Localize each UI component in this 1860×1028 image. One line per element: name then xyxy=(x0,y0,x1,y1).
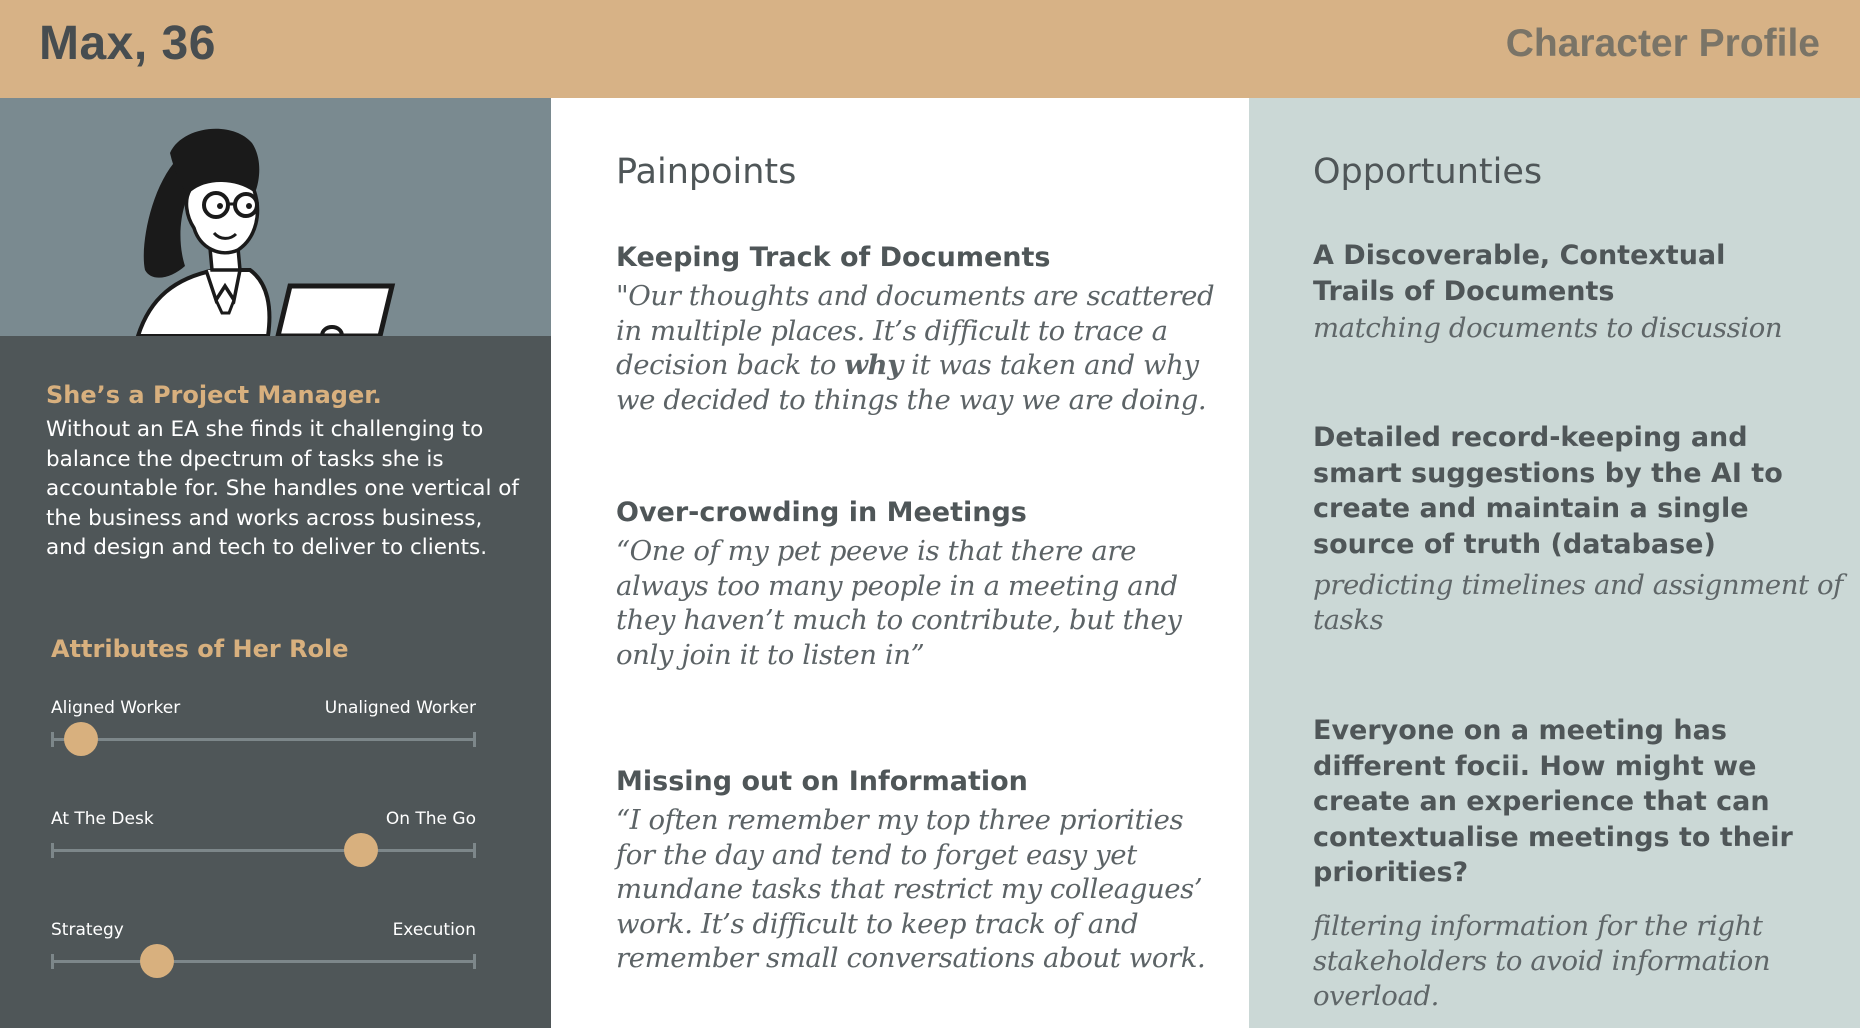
painpoint-title: Missing out on Information xyxy=(616,766,1028,797)
slider-end-tick xyxy=(51,843,54,858)
slider-right-label: On The Go xyxy=(385,809,476,829)
opportunity-item xyxy=(1313,713,1843,1014)
slider-knob[interactable] xyxy=(140,944,174,978)
opportunity-title xyxy=(1313,238,1843,309)
persona-illustration xyxy=(0,98,551,336)
attributes-title: Attributes of Her Role xyxy=(51,635,349,663)
opportunity-item xyxy=(1313,420,1843,638)
page-title: Character Profile xyxy=(1505,22,1820,65)
painpoint-item xyxy=(616,242,1216,417)
opportunity-note: filtering information for the right stakeholders to avoid information overload. xyxy=(1313,909,1771,1012)
opportunity-note: predicting timelines and assignment of tasks xyxy=(1313,569,1843,636)
woman-with-laptop-illustration xyxy=(0,98,551,336)
slider-left-label: Aligned Worker xyxy=(51,698,181,718)
slider-left-label: Strategy xyxy=(51,920,124,940)
slider-knob[interactable] xyxy=(344,833,378,867)
slider-end-tick xyxy=(473,843,476,858)
header-bar xyxy=(0,0,1860,98)
role-title: She’s a Project Manager. xyxy=(46,381,382,409)
painpoint-title: Over-crowding in Meetings xyxy=(616,497,1027,528)
slider-end-tick xyxy=(473,954,476,969)
slider-knob[interactable] xyxy=(64,722,98,756)
opportunity-item xyxy=(1313,238,1843,346)
painpoint-item xyxy=(616,497,1216,672)
attribute-slider[interactable] xyxy=(51,698,476,758)
painpoint-quote: “I often remember my top three priorities for the day and tend to forget easy yet mundane tasks that restrict my colleagues’ work. It’s difficult to keep track of and remember small conversations about work. xyxy=(616,804,1206,974)
slider-left-label: At The Desk xyxy=(51,809,154,829)
attribute-slider[interactable] xyxy=(51,920,476,980)
persona-name: Max, 36 xyxy=(39,17,216,70)
slider-track[interactable] xyxy=(51,738,476,741)
opportunity-title: Everyone on a meeting has different focii. How might we create an experience that can contextualise meetings to their priorities? xyxy=(1313,715,1793,888)
slider-track[interactable] xyxy=(51,849,476,852)
quote-text: it was taken and why we decided to things the way we are doing. xyxy=(616,349,1207,416)
opportunities-heading: Opportunties xyxy=(1313,152,1543,192)
persona-summary xyxy=(46,381,526,563)
opportunities-panel xyxy=(1249,98,1860,1028)
painpoints-panel xyxy=(551,98,1249,1028)
painpoint-quote xyxy=(616,279,1216,417)
quote-text: "Our thoughts and documents are scattered in multiple places. It’s difficult to trace a decision back to xyxy=(616,280,1215,381)
quote-emphasis: why xyxy=(844,349,903,381)
attribute-slider[interactable] xyxy=(51,809,476,869)
opportunity-note: matching documents to discussion xyxy=(1313,312,1783,344)
slider-right-label: Unaligned Worker xyxy=(324,698,476,718)
slider-end-tick xyxy=(473,732,476,747)
slider-end-tick xyxy=(51,732,54,747)
painpoint-quote: “One of my pet peeve is that there are always too many people in a meeting and they haven’t much to contribute, but they only join it to listen in” xyxy=(616,535,1182,671)
painpoint-item xyxy=(616,766,1216,976)
opportunity-title-line: A Discoverable, Contextual xyxy=(1313,240,1726,271)
slider-end-tick xyxy=(51,954,54,969)
opportunity-title-line: Trails of Documents xyxy=(1313,275,1615,307)
painpoint-title: Keeping Track of Documents xyxy=(616,242,1051,273)
persona-panel xyxy=(0,98,551,1028)
slider-track[interactable] xyxy=(51,960,476,963)
painpoints-heading: Painpoints xyxy=(616,152,797,192)
role-description: Without an EA she finds it challenging to balance the dpectrum of tasks she is accountable for. She handles one vertical of the business and works across business, and design and tech to deliver to clients. xyxy=(46,417,519,560)
opportunity-title: Detailed record-keeping and smart suggestions by the AI to create and maintain a single source of truth (database) xyxy=(1313,422,1783,560)
slider-right-label: Execution xyxy=(392,920,476,940)
